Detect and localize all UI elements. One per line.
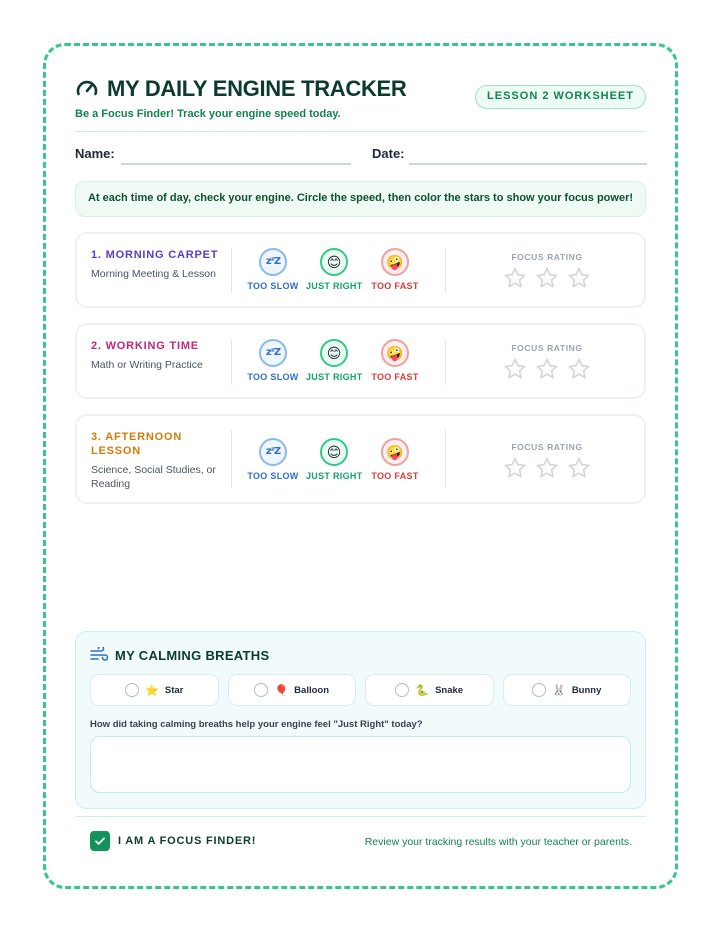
star-outline-icon[interactable]: [535, 456, 559, 480]
page-subtitle: Be a Focus Finder! Track your engine speed today.: [75, 108, 341, 120]
focus-finder-label: I AM A FOCUS FINDER!: [118, 835, 257, 847]
focus-rating: FOCUS RATING: [487, 252, 607, 290]
zzz-icon: zᶻZ: [265, 347, 281, 358]
speed-too-slow[interactable]: zᶻZ TOO SLOW: [245, 248, 301, 291]
breath-options: [90, 674, 631, 706]
dizzy-face-icon: 🤪: [386, 444, 404, 460]
speed-options: [245, 248, 423, 291]
speed-too-fast[interactable]: 🤪 TOO FAST: [367, 248, 423, 291]
star-outline-icon[interactable]: [567, 266, 591, 290]
focus-rating: FOCUS RATING: [487, 442, 607, 480]
reflection-answer-field[interactable]: [90, 736, 631, 793]
dizzy-face-icon: 🤪: [386, 345, 404, 361]
zzz-icon: zᶻZ: [265, 446, 281, 457]
divider: [445, 430, 446, 488]
gauge-icon: [75, 77, 99, 101]
divider: [445, 339, 446, 385]
zzz-icon: zᶻZ: [265, 256, 281, 267]
header: [75, 76, 646, 132]
session-title: 2. WORKING TIME: [91, 340, 199, 352]
focus-rating: FOCUS RATING: [487, 343, 607, 381]
star-outline-icon[interactable]: [535, 357, 559, 381]
breath-option-bunny[interactable]: 🐰 Bunny: [503, 674, 632, 706]
smile-icon: 😊: [326, 254, 342, 270]
session-subtitle: Science, Social Studies, or Reading: [91, 464, 216, 490]
speed-just-right[interactable]: 😊 JUST RIGHT: [306, 438, 362, 481]
speed-options: [245, 438, 423, 481]
speed-options: [245, 339, 423, 382]
review-note: Review your tracking results with your teacher or parents.: [364, 836, 632, 848]
breaths-title: MY CALMING BREATHS: [115, 647, 270, 663]
speed-too-slow[interactable]: zᶻZ TOO SLOW: [245, 438, 301, 481]
date-field[interactable]: [409, 163, 647, 165]
breath-option-balloon[interactable]: 🎈 Balloon: [228, 674, 357, 706]
radio-button[interactable]: [395, 683, 409, 697]
divider: [445, 248, 446, 294]
session-subtitle: Morning Meeting & Lesson: [91, 268, 216, 280]
worksheet: [43, 43, 678, 889]
wind-icon: [90, 647, 108, 663]
session-card-afternoon: [75, 414, 646, 504]
divider: [231, 430, 232, 488]
name-date-row: [75, 146, 646, 168]
snake-icon: 🐍: [415, 683, 430, 697]
star-outline-icon[interactable]: [535, 266, 559, 290]
calming-breaths-panel: [75, 631, 646, 809]
breath-option-star[interactable]: ⭐ Star: [90, 674, 219, 706]
checkmark-icon: [94, 835, 106, 847]
session-card-working: [75, 323, 646, 399]
instructions-banner: At each time of day, check your engine. Circle the speed, then color the stars to show your focus power!: [75, 181, 646, 217]
session-card-morning: [75, 232, 646, 308]
dizzy-face-icon: 🤪: [386, 254, 404, 270]
name-field[interactable]: [121, 163, 351, 165]
reflection-question: How did taking calming breaths help your engine feel "Just Right" today?: [90, 719, 423, 730]
radio-button[interactable]: [125, 683, 139, 697]
speed-just-right[interactable]: 😊 JUST RIGHT: [306, 339, 362, 382]
focus-finder-checkbox[interactable]: [90, 831, 110, 851]
star-icon: ⭐: [145, 683, 159, 697]
radio-button[interactable]: [532, 683, 546, 697]
bunny-icon: 🐰: [552, 683, 566, 697]
session-title: 1. MORNING CARPET: [91, 249, 219, 261]
speed-too-fast[interactable]: 🤪 TOO FAST: [367, 339, 423, 382]
divider: [231, 339, 232, 385]
star-outline-icon[interactable]: [567, 357, 591, 381]
footer: [75, 816, 646, 866]
star-outline-icon[interactable]: [503, 266, 527, 290]
speed-too-fast[interactable]: 🤪 TOO FAST: [367, 438, 423, 481]
lesson-badge: LESSON 2 WORKSHEET: [475, 85, 646, 109]
page-title: MY DAILY ENGINE TRACKER: [107, 76, 407, 101]
date-label: Date:: [372, 146, 405, 161]
speed-too-slow[interactable]: zᶻZ TOO SLOW: [245, 339, 301, 382]
smile-icon: 😊: [326, 345, 342, 361]
balloon-icon: 🎈: [274, 683, 289, 697]
name-label: Name:: [75, 146, 115, 161]
star-outline-icon[interactable]: [567, 456, 591, 480]
radio-button[interactable]: [254, 683, 268, 697]
smile-icon: 😊: [326, 444, 342, 460]
speed-just-right[interactable]: 😊 JUST RIGHT: [306, 248, 362, 291]
star-outline-icon[interactable]: [503, 357, 527, 381]
breath-option-snake[interactable]: 🐍 Snake: [365, 674, 494, 706]
star-outline-icon[interactable]: [503, 456, 527, 480]
session-title: 3. AFTERNOON LESSON: [91, 431, 183, 457]
session-subtitle: Math or Writing Practice: [91, 359, 203, 371]
divider: [231, 248, 232, 294]
